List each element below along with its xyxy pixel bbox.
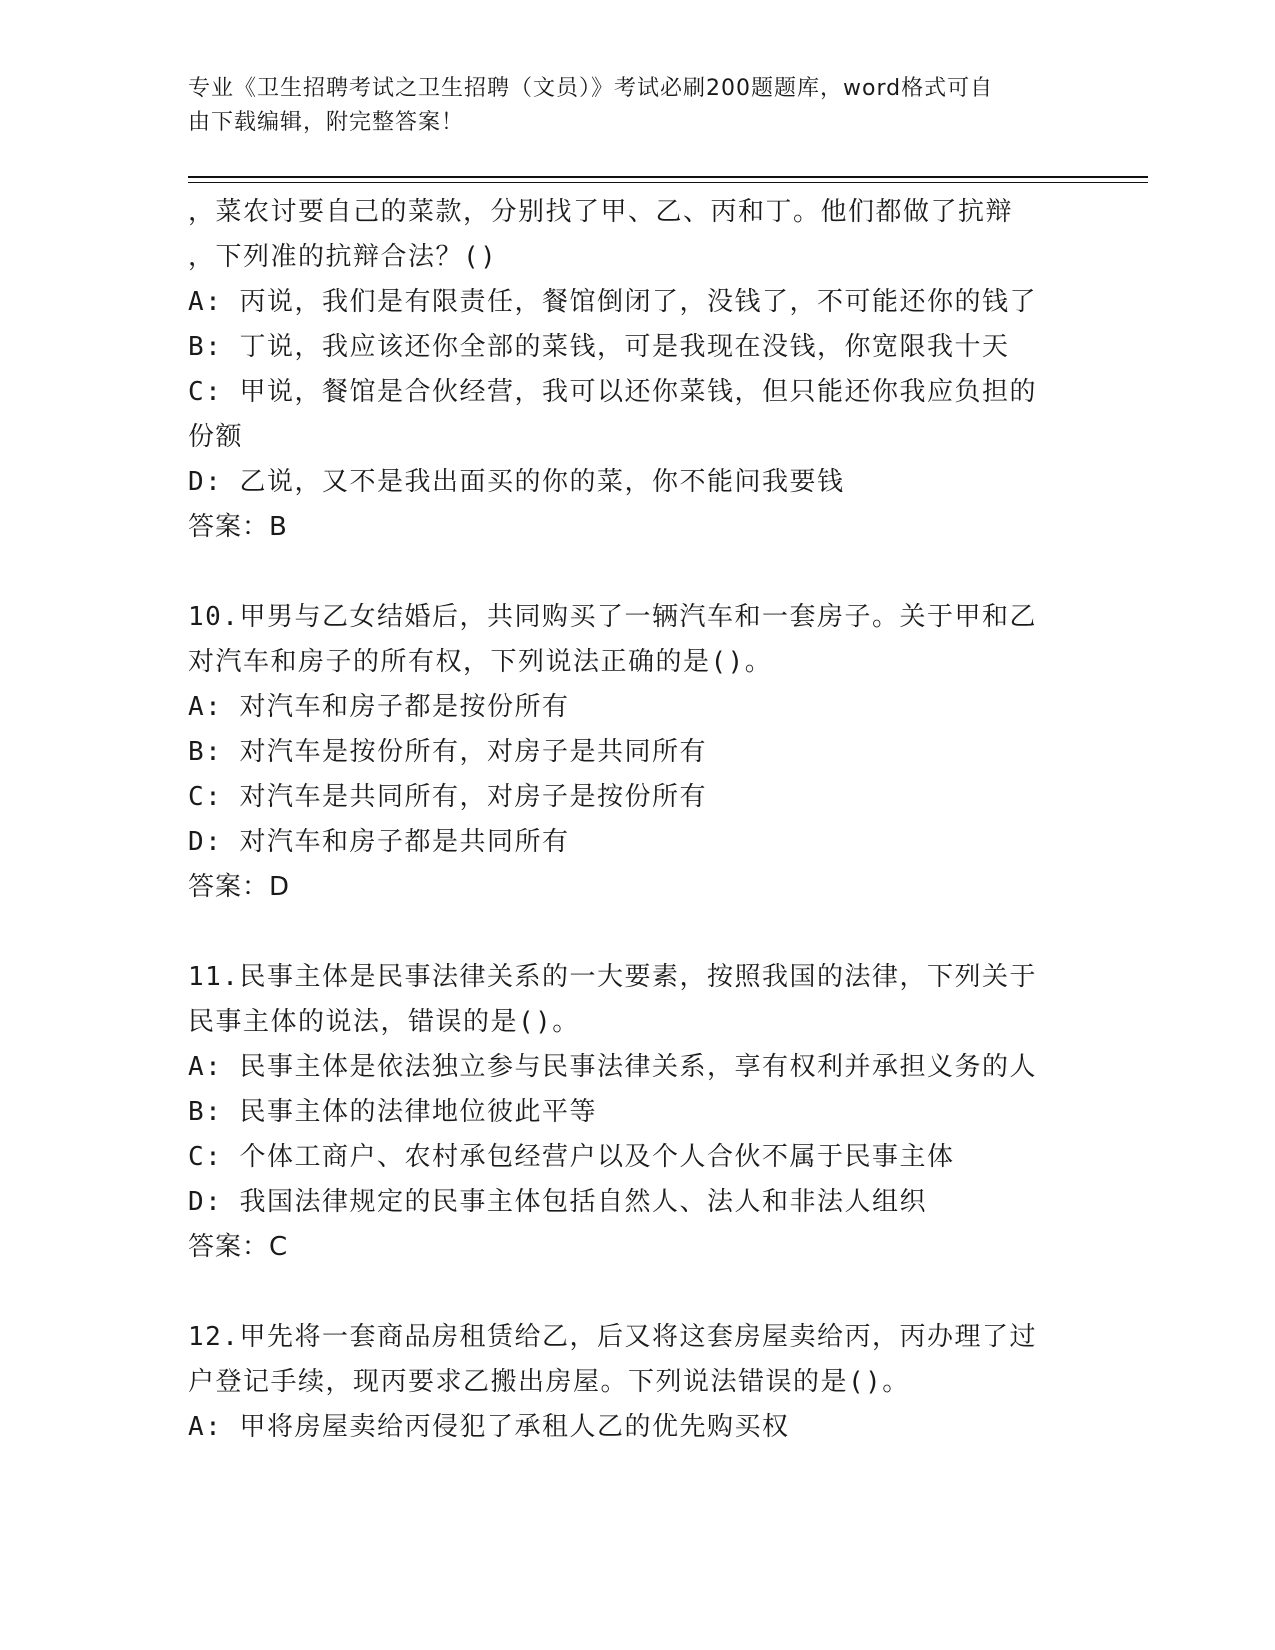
question-11 [188,955,1068,1270]
question-9 [188,190,1068,550]
option-a: A: 对汽车和房子都是按份所有 [188,692,570,722]
question-stem: ，下列准的抗辩合法？() [188,242,498,272]
question-12 [188,1315,1068,1450]
option-b: B: 民事主体的法律地位彼此平等 [188,1097,597,1127]
spacer [188,910,1068,955]
option-a: A: 丙说，我们是有限责任，餐馆倒闭了，没钱了，不可能还你的钱了 [188,287,1037,317]
option-c: C: 个体工商户、农村承包经营户以及个人合伙不属于民事主体 [188,1142,955,1172]
option-c: C: 甲说，餐馆是合伙经营，我可以还你菜钱，但只能还你我应负担的 [188,377,1037,407]
option-a: A: 甲将房屋卖给丙侵犯了承租人乙的优先购买权 [188,1412,790,1442]
question-stem: 11.民事主体是民事法律关系的一大要素，按照我国的法律，下列关于 [188,962,1037,992]
option-c: C: 对汽车是共同所有，对房子是按份所有 [188,782,707,812]
document-body [188,190,1068,1450]
question-stem: 10.甲男与乙女结婚后，共同购买了一辆汽车和一套房子。关于甲和乙 [188,602,1037,632]
question-stem: 户登记手续，现丙要求乙搬出房屋。下列说法错误的是()。 [188,1367,910,1397]
document-header [188,72,1068,140]
question-stem: 对汽车和房子的所有权，下列说法正确的是()。 [188,647,773,677]
option-b: B: 丁说，我应该还你全部的菜钱，可是我现在没钱，你宽限我十天 [188,332,1010,362]
header-rule-thick [188,176,1148,178]
option-b: B: 对汽车是按份所有，对房子是共同所有 [188,737,707,767]
header-rule-thin [188,182,1148,183]
option-c-continued: 份额 [188,422,244,452]
spacer [188,1270,1068,1315]
option-d: D: 对汽车和房子都是共同所有 [188,827,570,857]
answer: 答案：D [188,872,291,902]
question-stem: 12.甲先将一套商品房租赁给乙，后又将这套房屋卖给丙，丙办理了过 [188,1322,1037,1352]
header-line-2: 由下载编辑，附完整答案！ [188,110,465,135]
header-line-1: 专业《卫生招聘考试之卫生招聘（文员）》考试必刷200题题库，word格式可自 [188,76,994,101]
question-10 [188,595,1068,910]
answer: 答案：C [188,1232,289,1262]
option-d: D: 乙说，又不是我出面买的你的菜，你不能问我要钱 [188,467,845,497]
spacer [188,550,1068,595]
option-a: A: 民事主体是依法独立参与民事法律关系，享有权利并承担义务的人 [188,1052,1037,1082]
answer: 答案：B [188,512,288,542]
option-d: D: 我国法律规定的民事主体包括自然人、法人和非法人组织 [188,1187,927,1217]
question-stem: 民事主体的说法，错误的是()。 [188,1007,580,1037]
question-stem: ，菜农讨要自己的菜款，分别找了甲、乙、丙和丁。他们都做了抗辩 [188,197,1014,227]
